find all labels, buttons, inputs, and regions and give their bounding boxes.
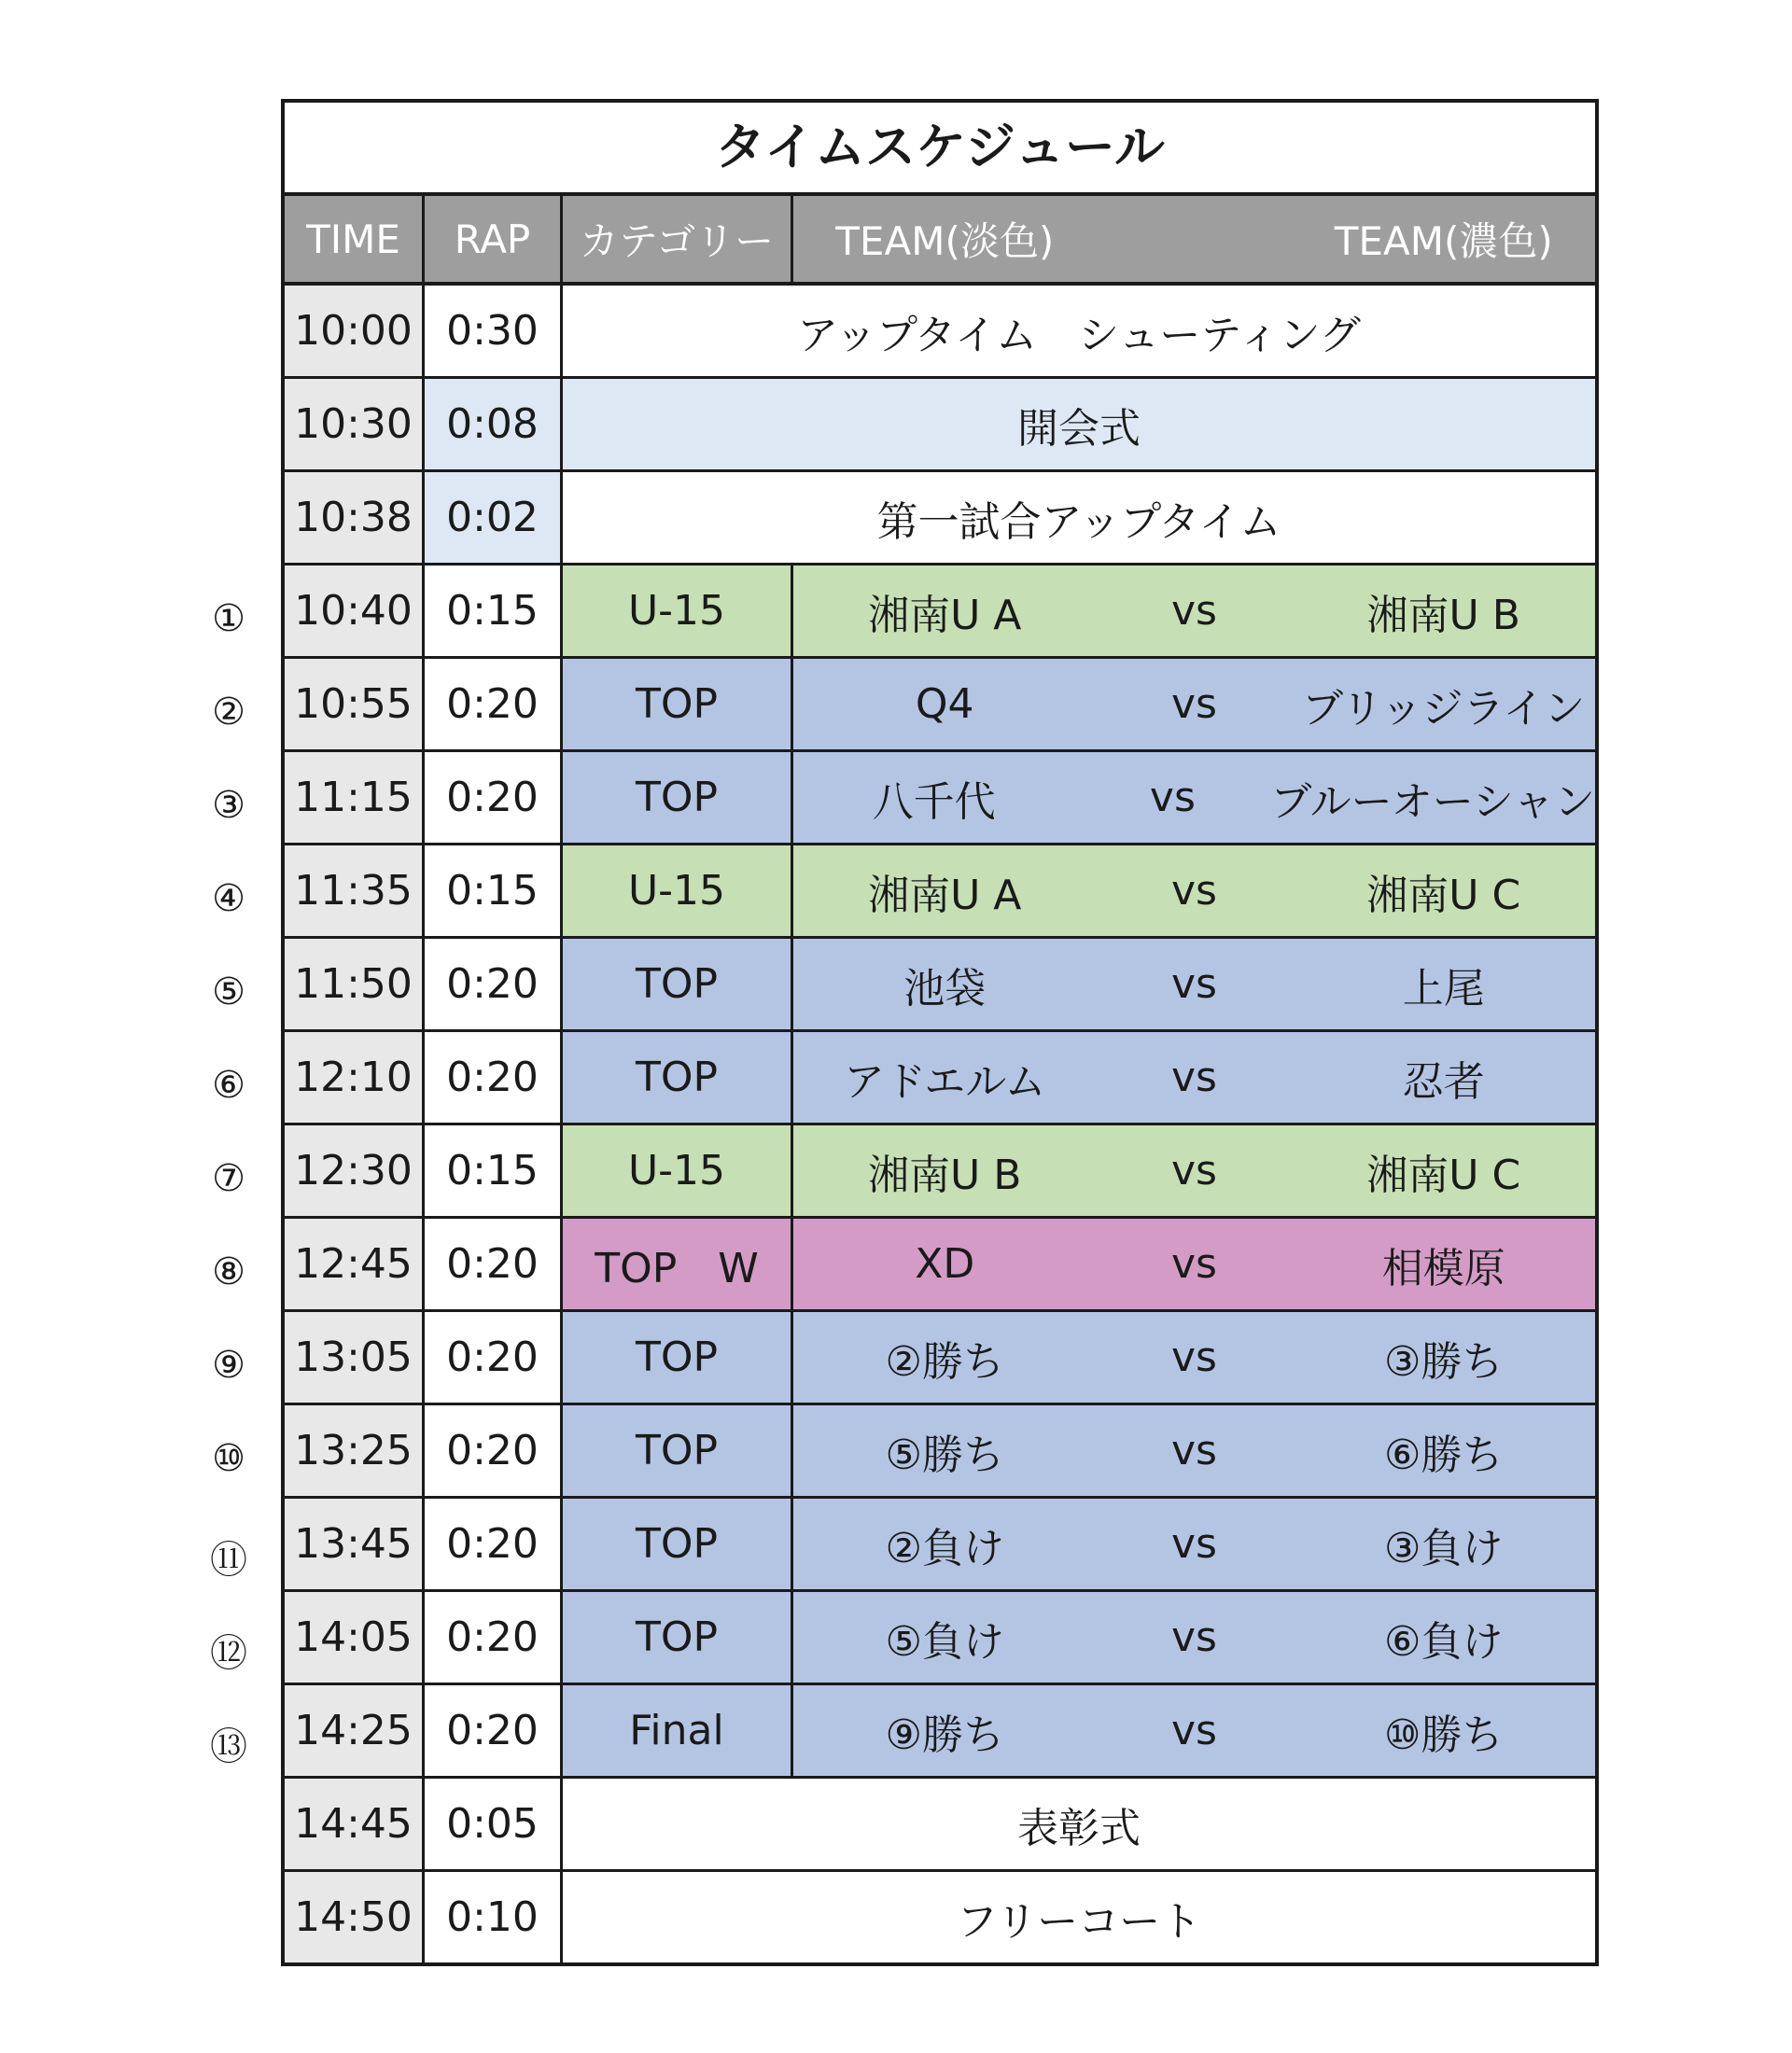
time-cell: 10:30 bbox=[285, 379, 425, 469]
team-light: 湘南U A bbox=[868, 871, 1022, 919]
table-row bbox=[285, 1499, 1595, 1592]
time-cell: 10:40 bbox=[285, 566, 425, 656]
team-light: ②勝ち bbox=[885, 1337, 1004, 1386]
table-row bbox=[285, 1685, 1595, 1779]
rap-cell: 0:02 bbox=[425, 472, 563, 563]
match-number: ⑩ bbox=[212, 1437, 245, 1480]
vs-label: vs bbox=[1171, 867, 1217, 915]
team-dark: 相模原 bbox=[1381, 1244, 1505, 1292]
team-dark: ③負け bbox=[1384, 1524, 1504, 1572]
team-light: Q4 bbox=[915, 680, 974, 728]
table-row bbox=[285, 1779, 1595, 1872]
category-cell: TOP bbox=[563, 1032, 793, 1123]
table-row bbox=[285, 286, 1595, 379]
team-light: ②負け bbox=[885, 1524, 1004, 1572]
rap-cell: 0:20 bbox=[425, 1312, 563, 1403]
vs-label: vs bbox=[1171, 1707, 1217, 1754]
team-dark: 忍者 bbox=[1402, 1057, 1485, 1106]
table-row bbox=[285, 1032, 1595, 1125]
header-category: カテゴリー bbox=[563, 196, 793, 282]
matchup-cell bbox=[793, 1405, 1595, 1496]
event-cell: フリーコート bbox=[563, 1872, 1595, 1962]
event-cell: アップタイム シューティング bbox=[563, 286, 1595, 376]
match-number: ⑨ bbox=[212, 1344, 245, 1387]
event-cell: 第一試合アップタイム bbox=[563, 472, 1595, 563]
matchup-cell bbox=[793, 1219, 1595, 1309]
match-number: ④ bbox=[212, 877, 245, 920]
matchup-cell bbox=[793, 939, 1595, 1029]
team-light: XD bbox=[915, 1240, 975, 1288]
team-light: アドエルム bbox=[844, 1057, 1046, 1106]
table-row bbox=[285, 1219, 1595, 1312]
category-cell: TOP bbox=[563, 1499, 793, 1589]
event-cell: 表彰式 bbox=[563, 1779, 1595, 1869]
matchup-cell bbox=[793, 845, 1595, 936]
matchup-cell bbox=[793, 1312, 1595, 1403]
matchup-cell bbox=[793, 1499, 1595, 1589]
time-cell: 11:35 bbox=[285, 845, 425, 936]
table-row bbox=[285, 566, 1595, 659]
match-number: ⑥ bbox=[212, 1064, 245, 1107]
table-row bbox=[285, 472, 1595, 566]
team-dark: 湘南U B bbox=[1366, 591, 1520, 639]
rap-cell: 0:08 bbox=[425, 379, 563, 469]
match-number: ③ bbox=[212, 784, 245, 827]
time-cell: 14:05 bbox=[285, 1592, 425, 1683]
team-light: 八千代 bbox=[872, 777, 996, 826]
match-number: ② bbox=[212, 691, 245, 733]
header-rap: RAP bbox=[425, 196, 563, 282]
table-row bbox=[285, 1312, 1595, 1405]
match-number: ① bbox=[212, 597, 245, 640]
matchup-cell bbox=[793, 1592, 1595, 1683]
match-number: ⑫ bbox=[210, 1632, 247, 1675]
rap-cell: 0:15 bbox=[425, 566, 563, 656]
matchup-cell bbox=[793, 1125, 1595, 1216]
team-dark: ⑩勝ち bbox=[1384, 1711, 1504, 1759]
table-row bbox=[285, 1405, 1595, 1499]
match-number: ⑬ bbox=[210, 1725, 247, 1768]
match-number: ⑪ bbox=[210, 1539, 247, 1582]
rap-cell: 0:10 bbox=[425, 1872, 563, 1962]
vs-label: vs bbox=[1171, 1334, 1217, 1381]
time-cell: 14:45 bbox=[285, 1779, 425, 1869]
time-cell: 12:30 bbox=[285, 1125, 425, 1216]
time-cell: 12:10 bbox=[285, 1032, 425, 1123]
category-cell: Final bbox=[563, 1685, 793, 1776]
vs-label: vs bbox=[1171, 680, 1217, 728]
matchup-cell bbox=[793, 659, 1595, 749]
match-number: ⑦ bbox=[212, 1157, 245, 1200]
header-teams bbox=[793, 196, 1595, 282]
table-row bbox=[285, 1592, 1595, 1685]
matchup-cell bbox=[793, 1032, 1595, 1123]
category-cell: U-15 bbox=[563, 845, 793, 936]
event-cell: 開会式 bbox=[563, 379, 1595, 469]
team-dark: ⑥勝ち bbox=[1384, 1431, 1504, 1479]
time-cell: 13:45 bbox=[285, 1499, 425, 1589]
vs-label: vs bbox=[1171, 1520, 1217, 1568]
team-light: 湘南U A bbox=[868, 591, 1022, 639]
team-dark: 上尾 bbox=[1402, 964, 1485, 1013]
category-cell: TOP bbox=[563, 752, 793, 843]
rap-cell: 0:20 bbox=[425, 1219, 563, 1309]
category-cell: TOP bbox=[563, 939, 793, 1029]
match-number: ⑧ bbox=[212, 1250, 245, 1293]
header-team-dark: TEAM(濃色) bbox=[1334, 218, 1553, 264]
category-cell: U-15 bbox=[563, 1125, 793, 1216]
time-cell: 11:15 bbox=[285, 752, 425, 843]
rap-cell: 0:20 bbox=[425, 1032, 563, 1123]
vs-label: vs bbox=[1171, 1427, 1217, 1474]
schedule-table bbox=[281, 99, 1599, 1966]
time-cell: 10:00 bbox=[285, 286, 425, 376]
team-light: ⑨勝ち bbox=[885, 1711, 1004, 1759]
rap-cell: 0:20 bbox=[425, 659, 563, 749]
vs-label: vs bbox=[1171, 1613, 1217, 1661]
table-row bbox=[285, 659, 1595, 752]
rap-cell: 0:30 bbox=[425, 286, 563, 376]
table-header bbox=[285, 196, 1595, 286]
rap-cell: 0:15 bbox=[425, 845, 563, 936]
vs-label: vs bbox=[1171, 587, 1217, 635]
table-row bbox=[285, 752, 1595, 845]
table-body bbox=[285, 286, 1595, 1962]
team-dark: 湘南U C bbox=[1366, 1151, 1521, 1199]
team-light: 池袋 bbox=[903, 964, 987, 1013]
category-cell: TOP bbox=[563, 1405, 793, 1496]
vs-label: vs bbox=[1171, 1054, 1217, 1101]
category-cell: U-15 bbox=[563, 566, 793, 656]
rap-cell: 0:20 bbox=[425, 939, 563, 1029]
category-cell: TOP bbox=[563, 1312, 793, 1403]
header-time: TIME bbox=[285, 196, 425, 282]
vs-label: vs bbox=[1171, 1240, 1217, 1288]
vs-label: vs bbox=[1171, 1147, 1217, 1194]
time-cell: 13:05 bbox=[285, 1312, 425, 1403]
match-number: ⑤ bbox=[212, 971, 245, 1013]
time-cell: 13:25 bbox=[285, 1405, 425, 1496]
matchup-cell bbox=[793, 1685, 1595, 1776]
vs-label: vs bbox=[1149, 774, 1196, 821]
category-cell: TOP W bbox=[563, 1219, 793, 1309]
table-row bbox=[285, 939, 1595, 1032]
team-light: ⑤負け bbox=[885, 1617, 1004, 1666]
table-row bbox=[285, 1872, 1595, 1962]
category-cell: TOP bbox=[563, 659, 793, 749]
matchup-cell bbox=[793, 752, 1595, 843]
time-cell: 10:55 bbox=[285, 659, 425, 749]
page-title: タイムスケジュール bbox=[285, 103, 1595, 196]
header-team-light: TEAM(淡色) bbox=[835, 218, 1055, 264]
rap-cell: 0:20 bbox=[425, 752, 563, 843]
table-row bbox=[285, 379, 1595, 472]
rap-cell: 0:20 bbox=[425, 1685, 563, 1776]
team-light: 湘南U B bbox=[868, 1151, 1022, 1199]
time-cell: 12:45 bbox=[285, 1219, 425, 1309]
team-dark: ブリッジライン bbox=[1302, 684, 1586, 733]
rap-cell: 0:20 bbox=[425, 1499, 563, 1589]
time-cell: 14:25 bbox=[285, 1685, 425, 1776]
matchup-cell bbox=[793, 566, 1595, 656]
time-cell: 14:50 bbox=[285, 1872, 425, 1962]
table-row bbox=[285, 1125, 1595, 1219]
rap-cell: 0:05 bbox=[425, 1779, 563, 1869]
rap-cell: 0:20 bbox=[425, 1592, 563, 1683]
team-dark: ③勝ち bbox=[1384, 1337, 1504, 1386]
vs-label: vs bbox=[1171, 960, 1217, 1008]
team-dark: 湘南U C bbox=[1366, 871, 1521, 919]
rap-cell: 0:20 bbox=[425, 1405, 563, 1496]
time-cell: 11:50 bbox=[285, 939, 425, 1029]
time-cell: 10:38 bbox=[285, 472, 425, 563]
table-row bbox=[285, 845, 1595, 939]
rap-cell: 0:15 bbox=[425, 1125, 563, 1216]
team-dark: ⑥負け bbox=[1384, 1617, 1504, 1666]
team-dark: ブルーオーシャン bbox=[1270, 777, 1595, 826]
team-light: ⑤勝ち bbox=[885, 1431, 1004, 1479]
category-cell: TOP bbox=[563, 1592, 793, 1683]
